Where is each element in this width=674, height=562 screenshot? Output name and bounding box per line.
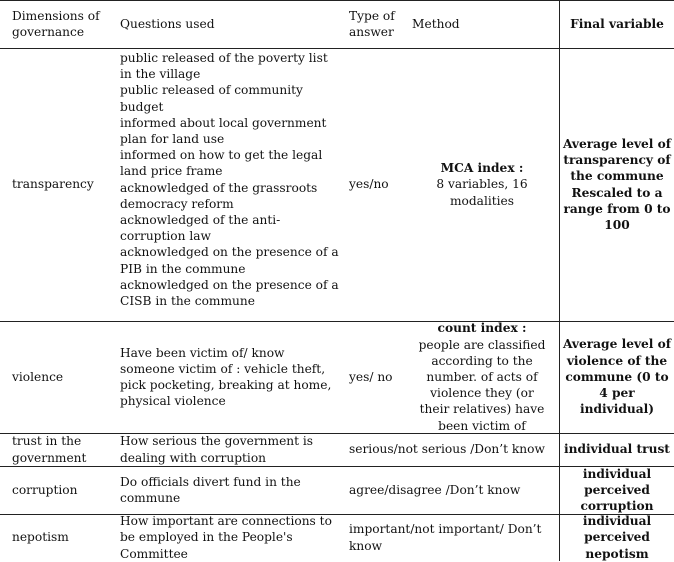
row-nepotism-answer: important/not important/ Don’t know xyxy=(349,522,542,553)
row-nepotism-dimension: nepotism xyxy=(12,530,69,545)
question-item: acknowledged of the anti-corruption law xyxy=(120,213,281,244)
row-corruption-question: Do officials divert fund in the commune xyxy=(120,474,301,505)
question-item: public released of community budget xyxy=(120,83,303,114)
row-trust-dimension: trust in the government xyxy=(12,434,87,465)
row-transparency-questions xyxy=(120,50,342,321)
row-corruption-final: individual perceived corruption xyxy=(580,466,654,514)
row-transparency-answer: yes/no xyxy=(349,177,389,192)
row-violence-final: Average level of violence of the commune (0 to 4 per individual) xyxy=(562,337,672,417)
row-violence-dimension: violence xyxy=(12,369,64,384)
question-item: public released of the poverty list in the village xyxy=(120,51,328,82)
question-item: acknowledged on the presence of a CISB in the commune xyxy=(120,277,339,309)
header-type-of-answer: Type of answer xyxy=(349,8,395,39)
method-title: count index : xyxy=(437,321,527,336)
row-nepotism-final: individual perceived nepotism xyxy=(582,514,652,561)
rule-final-column xyxy=(559,0,560,561)
row-violence-question: Have been victim of/ know someone victim of : vehicle theft, pick pocketing, breaking at home, physical violence xyxy=(120,345,332,409)
header-final-variable: Final variable xyxy=(570,16,664,31)
question-item: informed on how to get the legal land price frame xyxy=(120,148,323,179)
method-detail: 8 variables, 16 modalities xyxy=(436,177,528,208)
header-dimensions: Dimensions of governance xyxy=(12,8,100,39)
question-item: acknowledged on the presence of a PIB in the commune xyxy=(120,245,339,276)
method-detail: people are classified according to the number. of acts of violence they (or their relatives) have been victim of xyxy=(418,337,546,433)
row-trust-final: individual trust xyxy=(564,442,670,457)
method-title: MCA index : xyxy=(440,161,524,176)
header-questions: Questions used xyxy=(120,16,215,31)
row-violence-answer: yes/ no xyxy=(349,369,393,384)
row-trust-question: How serious the government is dealing with corruption xyxy=(120,434,314,465)
row-corruption-dimension: corruption xyxy=(12,482,78,497)
question-item: informed about local government plan for land use xyxy=(120,115,327,147)
row-transparency-method xyxy=(412,48,552,321)
row-violence-method xyxy=(414,321,550,433)
question-item: acknowledged of the grassroots democracy reform xyxy=(120,180,318,211)
header-method: Method xyxy=(412,16,460,31)
row-nepotism-question: How important are connections to be employed in the People's Committee xyxy=(120,514,332,561)
row-transparency-dimension: transparency xyxy=(12,177,94,192)
row-trust-answer: serious/not serious /Don’t know xyxy=(349,442,545,457)
row-transparency-final: Average level of transparency of the commune Rescaled to a range from 0 to 100 xyxy=(562,136,672,232)
row-corruption-answer: agree/disagree /Don’t know xyxy=(349,482,521,497)
